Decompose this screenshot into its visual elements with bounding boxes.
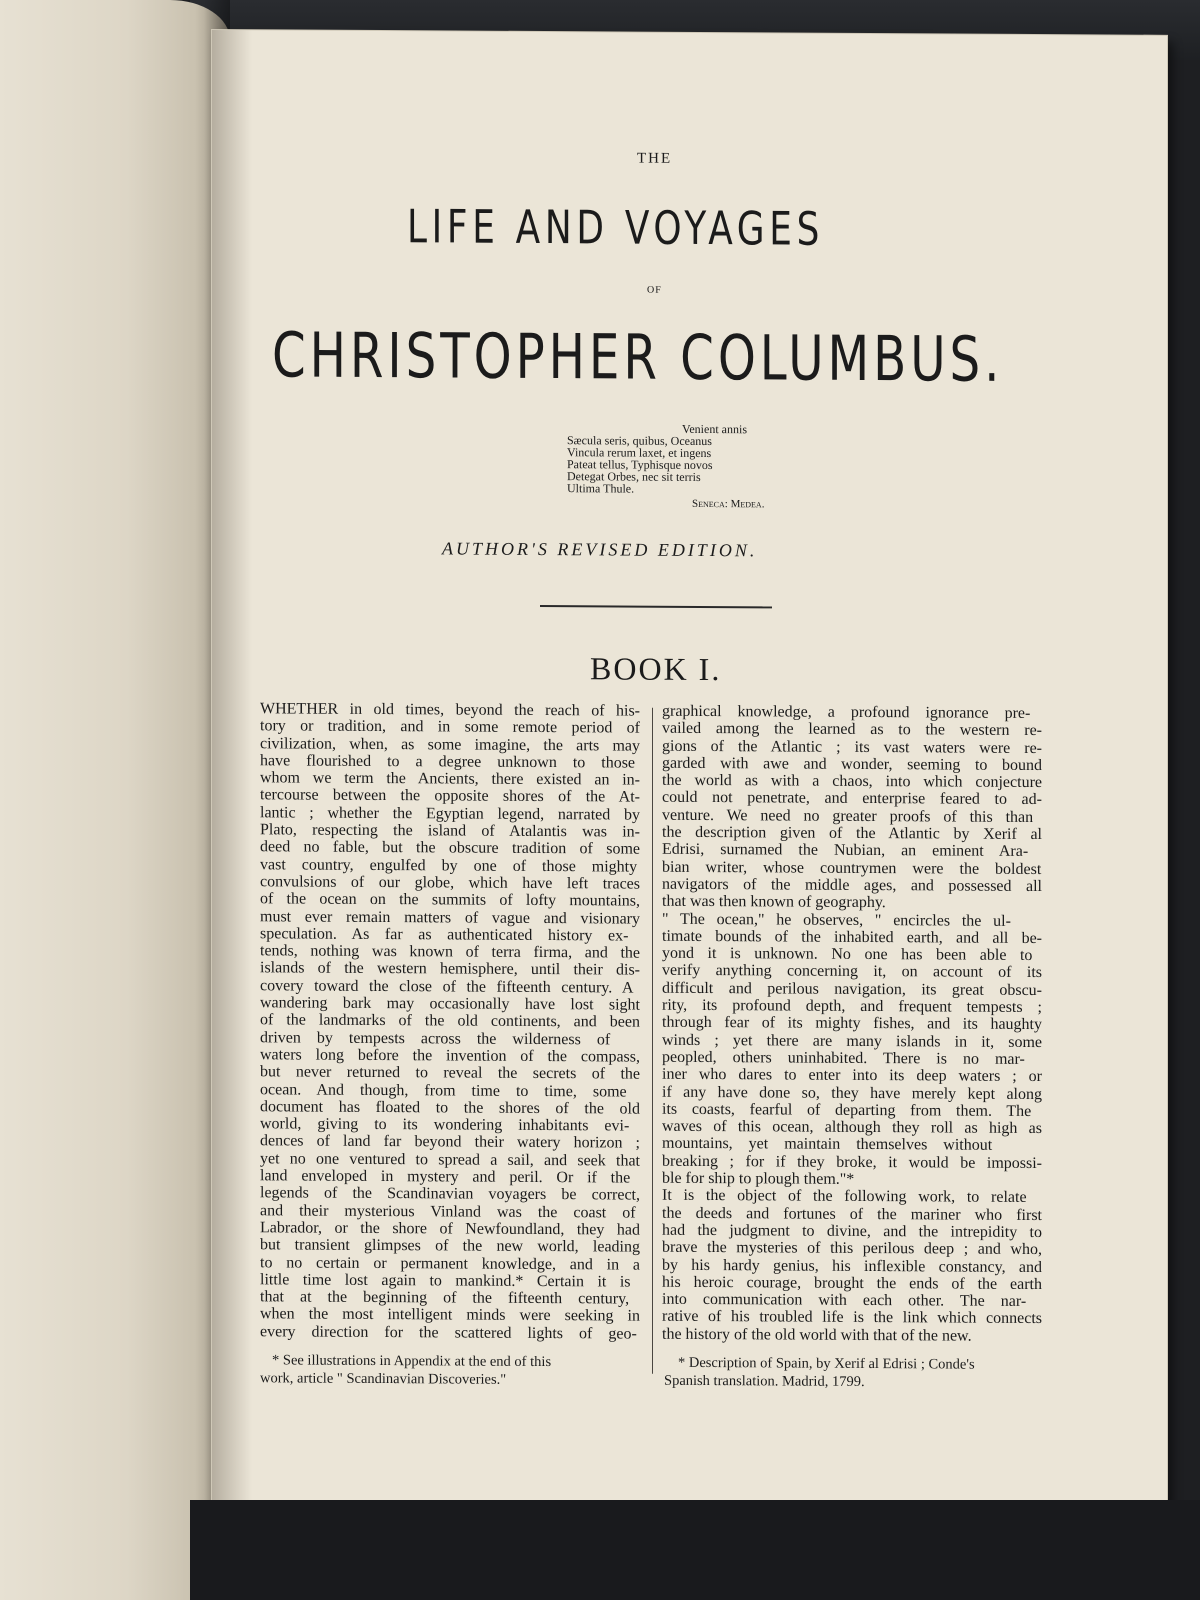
text-line: but transient glimpses of the new world, leading bbox=[260, 1236, 640, 1256]
title-of: OF bbox=[647, 284, 662, 296]
text-line: iner who dares to enter into its deep waters ; or bbox=[662, 1065, 1042, 1086]
right-text-column bbox=[662, 703, 1042, 1345]
text-line: document has floated to the shores of the old bbox=[260, 1098, 640, 1118]
book-title-line1: LIFE AND VOYAGES bbox=[407, 199, 825, 256]
epigraph-line: Venient annis bbox=[682, 421, 747, 437]
book-heading: BOOK I. bbox=[590, 650, 722, 688]
text-line: lantic ; whether the Egyptian legend, narrated by bbox=[260, 804, 640, 824]
text-line: tory or tradition, and in some remote period of bbox=[260, 717, 640, 737]
background-surface-bottom bbox=[190, 1500, 1200, 1600]
text-line: rity, its profound depth, and frequent tempests ; bbox=[662, 996, 1042, 1017]
text-line: every direction for the scattered lights of geo- bbox=[260, 1322, 637, 1343]
text-line: covery toward the close of the fifteenth century. A bbox=[260, 977, 634, 997]
text-line: ocean. And though, from time to time, some bbox=[260, 1080, 627, 1101]
text-line: to no certain or permanent knowledge, and in a bbox=[260, 1253, 640, 1274]
text-line: and their mysterious Vinland was the coast of bbox=[260, 1201, 636, 1222]
text-line: speculation. As far as authenticated history ex- bbox=[260, 925, 629, 945]
footnote-right bbox=[664, 1355, 1064, 1392]
text-line: Edrisi, surnamed the Nubian, an eminent Ara- bbox=[662, 841, 1029, 861]
text-line: brave the mysteries of this perilous deep ; and who, bbox=[662, 1238, 1042, 1259]
text-line: peopled, others uninhabited. There is no mar- bbox=[662, 1048, 1025, 1068]
title-page bbox=[212, 30, 1167, 1511]
text-line: into communication with each other. The nar- bbox=[662, 1290, 1027, 1311]
page-content bbox=[212, 30, 1167, 1511]
epigraph bbox=[567, 422, 817, 511]
edition-label: AUTHOR'S REVISED EDITION. bbox=[442, 538, 758, 561]
text-line: mountains, yet maintain themselves without bbox=[662, 1135, 993, 1155]
text-line: must ever remain matters of vague and visionary bbox=[260, 907, 640, 928]
text-line: difficult and perilous navigation, its great obscu- bbox=[662, 979, 1042, 999]
text-line: of the landmarks of the old continents, and been bbox=[260, 1011, 640, 1031]
text-line: deed no fable, but the obscure tradition of some bbox=[260, 838, 640, 858]
left-page bbox=[0, 0, 230, 1600]
text-line: have flourished to a degree unknown to those bbox=[260, 752, 636, 772]
footnote-line: * Description of Spain, by Xerif al Edrisi ; Conde's bbox=[678, 1354, 975, 1373]
text-line: bian writer, whose countrymen were the boldest bbox=[662, 858, 1042, 878]
text-line: if any have done so, they have merely kept along bbox=[662, 1083, 1042, 1103]
text-line: by his hardy genius, his inflexible constancy, and bbox=[662, 1256, 1042, 1276]
text-line: civilization, when, as some imagine, the arts may bbox=[260, 734, 640, 755]
text-line: whom we term the Ancients, there existed an in- bbox=[260, 769, 640, 789]
text-line: ble for ship to plough them."* bbox=[662, 1169, 855, 1188]
text-line: legends of the Scandinavian voyagers be correct, bbox=[260, 1184, 640, 1204]
footnote-left bbox=[260, 1352, 650, 1389]
text-line: little time lost again to mankind.* Certain it is bbox=[260, 1271, 631, 1291]
text-line: the description given of the Atlantic by Xerif al bbox=[662, 823, 1042, 844]
text-line: convulsions of our globe, which have left traces bbox=[260, 873, 640, 893]
text-line: It is the object of the following work, to relate bbox=[662, 1187, 1027, 1207]
title-the: THE bbox=[637, 150, 673, 167]
footnote-line: work, article " Scandinavian Discoveries." bbox=[260, 1369, 507, 1388]
epigraph-line: Ultima Thule. bbox=[567, 481, 635, 496]
epigraph-line: Vincula rerum laxet, et ingens bbox=[567, 445, 712, 461]
epigraph-line: Sæcula seris, quibus, Oceanus bbox=[567, 433, 712, 449]
text-line: venture. We need no greater proofs of this than bbox=[662, 806, 1034, 826]
text-line: winds ; yet there are many islands in it, some bbox=[662, 1031, 1042, 1051]
text-line: waters long before the invention of the compass, bbox=[260, 1046, 640, 1066]
text-line: vast country, engulfed by one of those mighty bbox=[260, 855, 638, 876]
text-line: of the ocean on the summits of lofty mountains, bbox=[260, 890, 640, 910]
text-line: waves of this ocean, although they roll as high as bbox=[662, 1117, 1042, 1138]
text-line: islands of the western hemisphere, until their dis- bbox=[260, 959, 640, 980]
text-line: " The ocean," he observes, " encircles the ul- bbox=[662, 910, 1011, 930]
text-line: verify anything concerning it, on account of its bbox=[662, 962, 1042, 982]
text-line: Plato, respecting the island of Atalantis was in- bbox=[260, 821, 640, 841]
text-line: tends, nothing was known of terra firma, and the bbox=[260, 942, 640, 962]
text-line: timate bounds of the inhabited earth, and all be- bbox=[662, 927, 1042, 947]
text-line: land enveloped in mystery and peril. Or if the bbox=[260, 1167, 631, 1187]
epigraph-line: Pateat tellus, Typhisque novos bbox=[567, 457, 713, 473]
text-line: through fear of its mighty fishes, and its haughty bbox=[662, 1014, 1042, 1034]
text-line: but never returned to reveal the secrets of the bbox=[260, 1063, 640, 1083]
text-line: rative of his troubled life is the link which connects bbox=[662, 1308, 1042, 1328]
epigraph-line: Detegat Orbes, nec sit terris bbox=[567, 469, 701, 484]
divider-rule bbox=[540, 605, 772, 608]
footnote-line: * See illustrations in Appendix at the end of this bbox=[272, 1352, 552, 1371]
text-line: that was then known of geography. bbox=[662, 893, 886, 912]
column-divider bbox=[652, 708, 653, 1374]
text-line: the world as with a chaos, into which conjecture bbox=[662, 771, 1042, 792]
text-line: wandering bark may occasionally have lost sight bbox=[260, 994, 640, 1014]
text-line: dences of land far beyond their watery horizon ; bbox=[260, 1132, 640, 1153]
text-line: graphical knowledge, a profound ignorance pre- bbox=[662, 702, 1031, 722]
footnote-line: Spanish translation. Madrid, 1799. bbox=[664, 1372, 865, 1390]
text-line: his heroic courage, brought the ends of the earth bbox=[662, 1273, 1042, 1293]
text-line: vailed among the learned as to the western re- bbox=[662, 720, 1042, 740]
text-line: had the judgment to divine, and the intrepidity to bbox=[662, 1221, 1042, 1241]
text-line: breaking ; for if they broke, it would be impossi- bbox=[662, 1152, 1042, 1172]
book-title-line2: CHRISTOPHER COLUMBUS. bbox=[272, 318, 1004, 396]
text-line: yond it is unknown. No one has been able to bbox=[662, 944, 1033, 965]
text-line: Labrador, or the shore of Newfoundland, they had bbox=[260, 1219, 640, 1239]
text-line: that at the beginning of the fifteenth century, bbox=[260, 1288, 630, 1308]
text-line: gions of the Atlantic ; its vast waters were re- bbox=[662, 737, 1042, 757]
text-line: navigators of the middle ages, and possessed all bbox=[662, 875, 1042, 896]
text-line: the history of the old world with that of the new. bbox=[662, 1325, 972, 1345]
text-line: its coasts, fearful of departing from them. The bbox=[662, 1100, 1032, 1120]
text-line: when the most intelligent minds were seeking in bbox=[260, 1305, 640, 1326]
text-line: driven by tempests across the wilderness of bbox=[260, 1028, 611, 1049]
text-line: garded with awe and wonder, seeming to bound bbox=[662, 754, 1042, 774]
text-line: WHETHER in old times, beyond the reach of his- bbox=[260, 700, 640, 720]
text-line: world, giving to its wondering inhabitants evi- bbox=[260, 1115, 630, 1135]
text-line: could not penetrate, and enterprise feared to ad- bbox=[662, 789, 1042, 809]
text-line: yet no one ventured to spread a sail, and seek that bbox=[260, 1150, 640, 1170]
epigraph-attribution: Seneca: Medea. bbox=[692, 497, 765, 511]
left-text-column bbox=[260, 700, 640, 1342]
text-line: tercourse between the opposite shores of the At- bbox=[260, 786, 640, 807]
text-line: the deeds and fortunes of the mariner who first bbox=[662, 1204, 1042, 1224]
